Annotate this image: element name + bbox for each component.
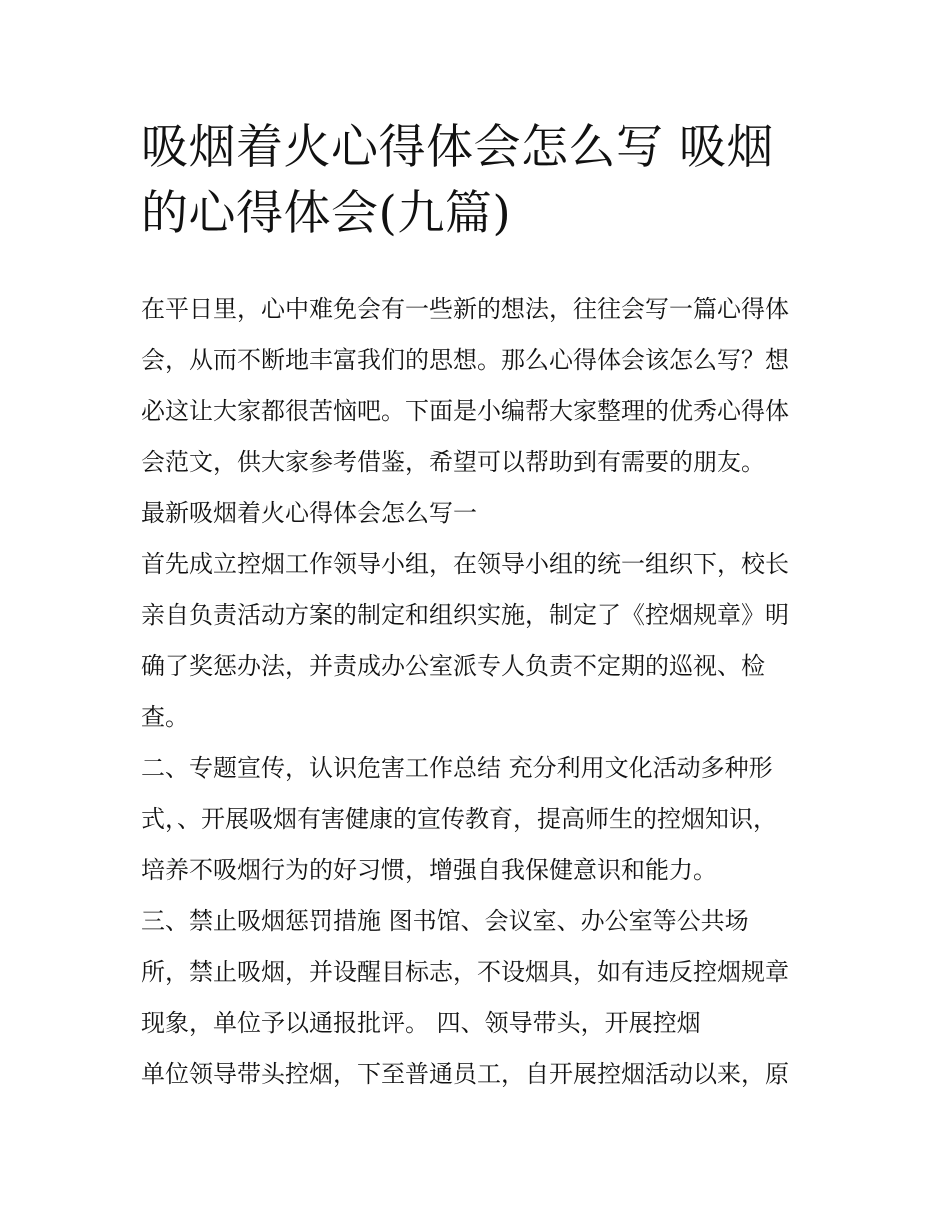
body-line-intro-1: 在平日里，心中难免会有一些新的想法，往往会写一篇心得体 bbox=[141, 295, 789, 323]
body-line-intro-3: 必这让大家都很苦恼吧。下面是小编帮大家整理的优秀心得体 bbox=[141, 397, 789, 425]
body-line-5: 首先成立控烟工作领导小组，在领导小组的统一组织下，校长 bbox=[141, 550, 789, 578]
title-line-2: 的心得体会(九篇) bbox=[141, 186, 512, 241]
body-line-11: 培养不吸烟行为的好习惯，增强自我保健意识和能力。 bbox=[141, 856, 717, 884]
title-line-1: 吸烟着火心得体会怎么写 吸烟 bbox=[141, 120, 774, 175]
body-line-7: 确了奖惩办法，并责成办公室派专人负责不定期的巡视、检 bbox=[141, 652, 765, 680]
body-line-13: 所，禁止吸烟，并设醒目标志，不设烟具，如有违反控烟规章 bbox=[141, 958, 789, 986]
document-title bbox=[141, 115, 821, 247]
body-line-15: 单位领导带头控烟，下至普通员工，自开展控烟活动以来，原 bbox=[141, 1060, 789, 1088]
body-line-8: 查。 bbox=[141, 703, 189, 731]
section-heading: 最新吸烟着火心得体会怎么写一 bbox=[141, 499, 477, 527]
body-line-12: 三、禁止吸烟惩罚措施 图书馆、会议室、办公室等公共场 bbox=[141, 907, 749, 935]
document-content bbox=[141, 115, 821, 1100]
body-line-6: 亲自负责活动方案的制定和组织实施，制定了《控烟规章》明 bbox=[141, 601, 789, 629]
document-body bbox=[141, 284, 821, 1100]
body-line-9: 二、专题宣传，认识危害工作总结 充分利用文化活动多种形 bbox=[141, 754, 773, 782]
body-line-intro-4: 会范文，供大家参考借鉴，希望可以帮助到有需要的朋友。 bbox=[141, 448, 765, 476]
body-line-intro-2: 会，从而不断地丰富我们的思想。那么心得体会该怎么写？想 bbox=[141, 346, 789, 374]
body-line-14: 现象，单位予以通报批评。 四、领导带头，开展控烟 bbox=[141, 1009, 701, 1037]
body-line-10: 式，、开展吸烟有害健康的宣传教育，提高师生的控烟知识， bbox=[141, 805, 777, 833]
